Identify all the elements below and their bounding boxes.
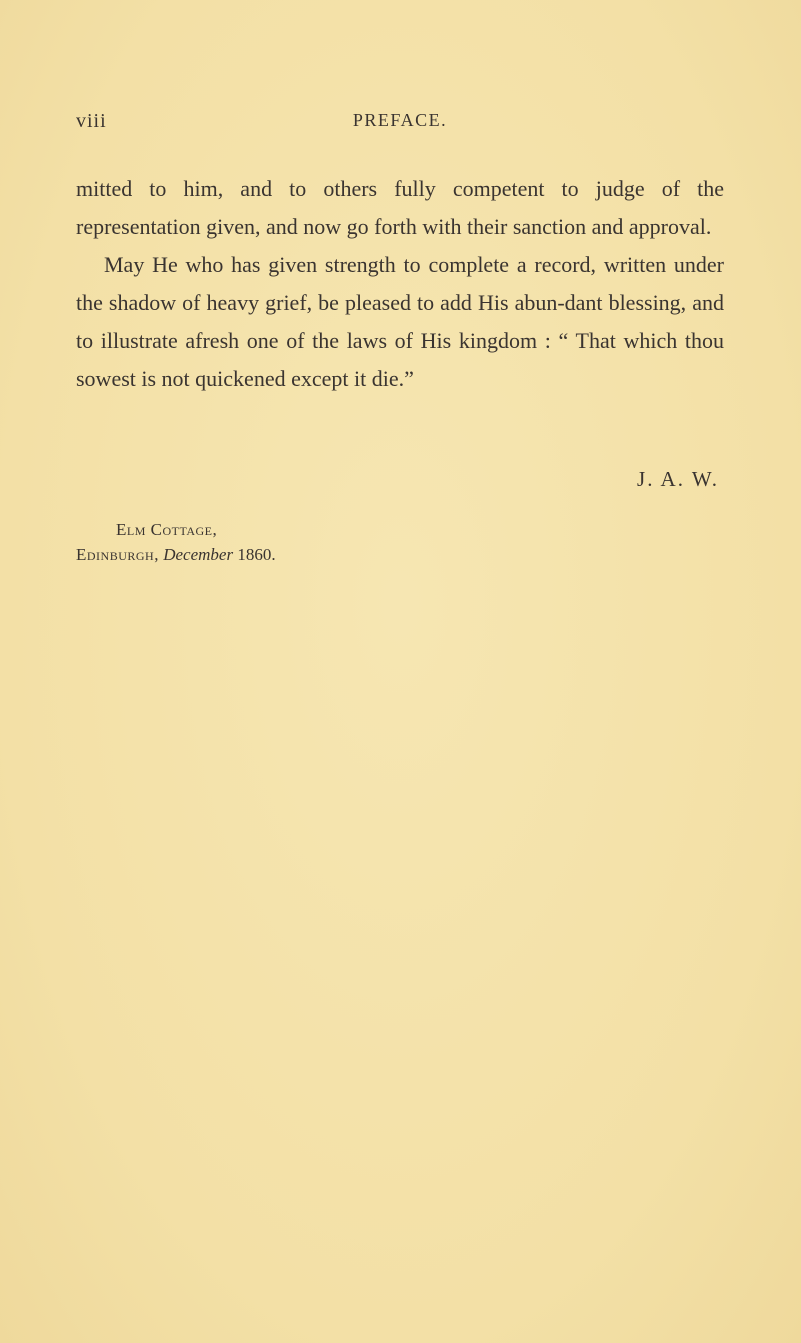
place-line-1: Elm Cottage, (116, 520, 218, 539)
page-number: viii (76, 110, 107, 132)
author-initials: J. A. W. (637, 467, 719, 491)
place-line-2 (76, 542, 276, 567)
running-head: PREFACE. (352, 110, 448, 130)
page-header (76, 110, 724, 140)
paragraph-continued: mitted to him, and to others fully competent to judge of the representation given, and now go forth with their sanction and approval. (76, 176, 724, 239)
preface-body (76, 170, 724, 398)
place-and-date (76, 517, 276, 567)
city: Edinburgh, (76, 545, 159, 564)
paragraph-blessing: May He who has given strength to complete a record, written under the shadow of heavy grief, be pleased to add His abun-dant blessing, and to illustrate afresh one of the laws of His kingdom : “ That which thou sowest is not quickened except it die.” (76, 252, 724, 391)
month: December (163, 545, 234, 564)
year: 1860. (237, 545, 276, 564)
